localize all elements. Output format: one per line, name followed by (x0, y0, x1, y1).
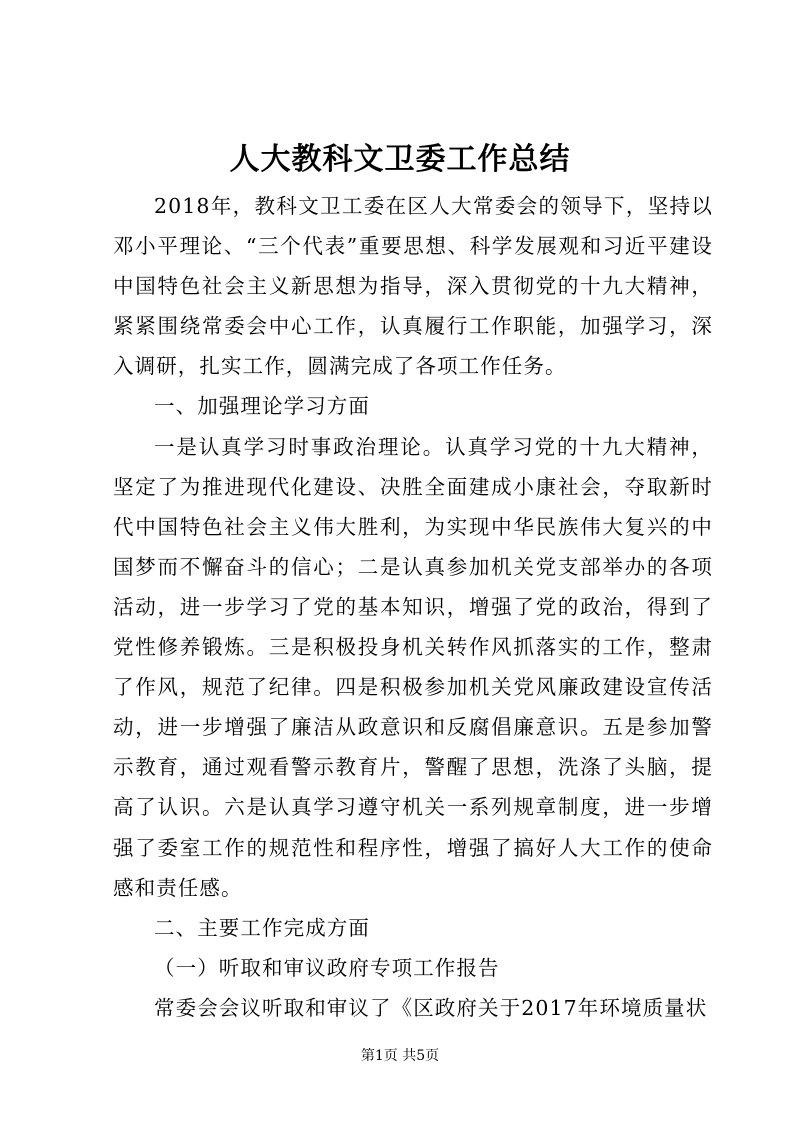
page-number-footer: 第1页 共5页 (360, 1048, 440, 1064)
document-title: 人大教科文卫委工作总结 (229, 142, 571, 177)
subsection-heading-reports: （一）听取和审议政府专项工作报告 (154, 955, 500, 980)
paragraph-intro: 2018年，教科文卫工委在区人大常委会的领导下，坚持以邓小平理论、“三个代表”重要思想、科学发展观和习近平建设中国特色社会主义新思想为指导，深入贯彻党的十九大精神，紧紧围绕常委会中心工作，认真履行工作职能，加强学习，深入调研，扎实工作，圆满完成了各项工作任务。 (113, 194, 713, 379)
section-heading-main-work: 二、主要工作完成方面 (154, 915, 370, 940)
paragraph-theory-study: 一是认真学习时事政治理论。认真学习党的十九大精神，坚定了为推进现代化建设、决胜全面建成小康社会，夺取新时代中国特色社会主义伟大胜利，为实现中华民族伟大复兴的中国梦而不懈奋斗的信心；二是认真参加机关党支部举办的各项活动，进一步学习了党的基本知识，增强了党的政治，得到了党性修养锻炼。三是积极投身机关转作风抓落实的工作，整肃了作风，规范了纪律。四是积极参加机关党风廉政建设宣传活动，进一步增强了廉洁从政意识和反腐倡廉意识。五是参加警示教育，通过观看警示教育片，警醒了思想，洗涤了头脑，提高了认识。六是认真学习遵守机关一系列规章制度，进一步增强了委室工作的规范性和程序性，增强了搞好人大工作的使命感和责任感。 (113, 434, 713, 900)
paragraph-reports: 常委会会议听取和审议了《区政府关于2017年环境质量状 (154, 995, 708, 1020)
document-body (113, 186, 713, 1028)
section-heading-theory-study: 一、加强理论学习方面 (154, 394, 370, 419)
